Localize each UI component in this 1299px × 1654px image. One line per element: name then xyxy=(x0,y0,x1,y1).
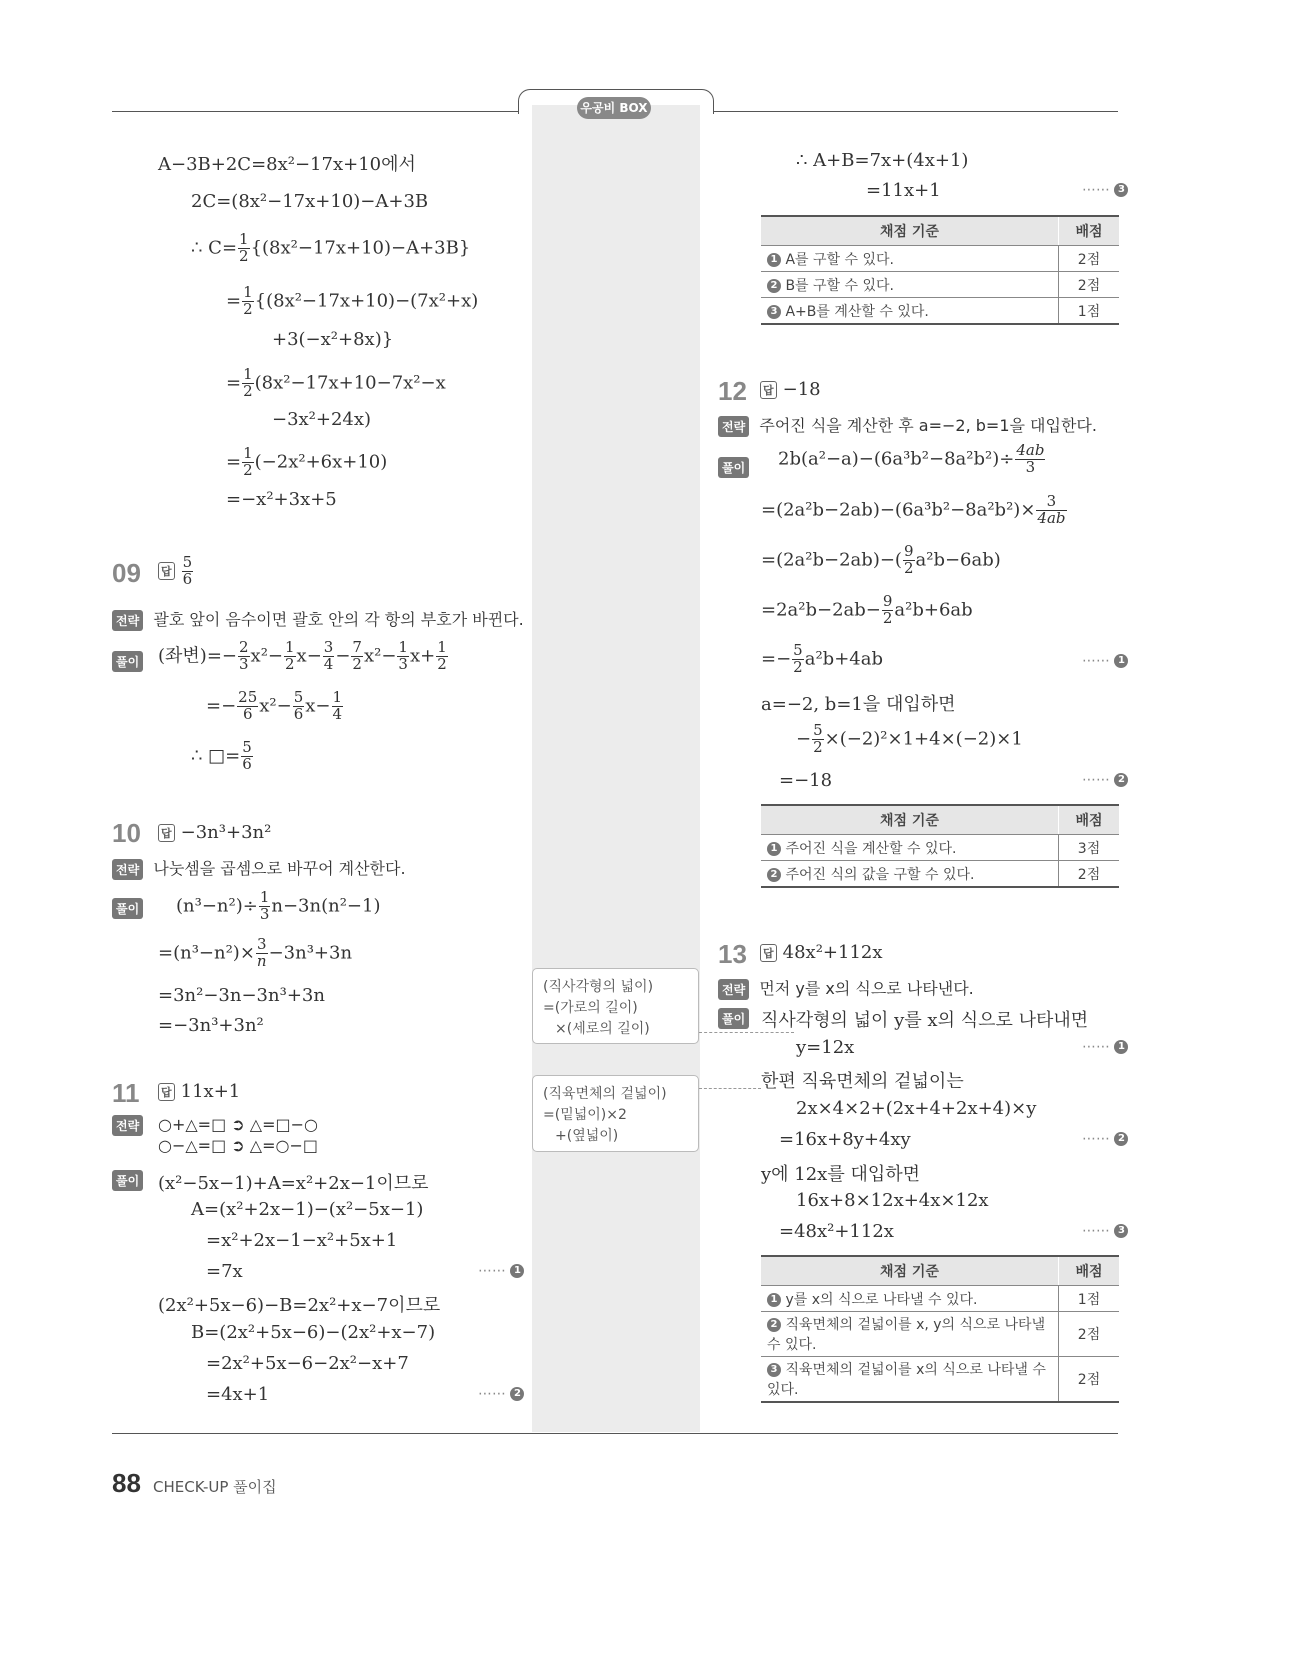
q09-answer: 답 $\frac{5}{6}$ xyxy=(158,555,194,588)
q11-right-1: ∴ A+B=7x+(4x+1) xyxy=(796,150,969,171)
q11-sol-2: A=(x²+2x−1)−(x²−5x−1) xyxy=(191,1199,424,1220)
q11-strategy-badge: 전략 xyxy=(112,1115,143,1136)
box-label: 우공비 BOX xyxy=(577,97,651,119)
q08-line-1: A−3B+2C=8x²−17x+10에서 xyxy=(158,154,416,175)
q12-sol-6: a=−2, b=1을 대입하면 xyxy=(761,694,956,715)
q09-solution-badge: 풀이 xyxy=(112,651,143,672)
fraction-half: $\frac{1}{2}$ xyxy=(243,283,253,318)
header-rule-left xyxy=(112,111,522,112)
q10-strategy: 전략 나눗셈을 곱셈으로 바꾸어 계산한다. xyxy=(112,856,406,880)
q13-solution-badge: 풀이 xyxy=(718,1008,749,1029)
step-marker-3: ⋯⋯ 3 xyxy=(1082,1223,1128,1239)
fraction-half: $\frac{1}{2}$ xyxy=(243,444,253,479)
q11-sol-5: (2x²+5x−6)−B=2x²+x−7이므로 xyxy=(158,1295,441,1316)
header-rule-right xyxy=(708,111,1118,112)
answer-mark-icon: 답 xyxy=(158,824,175,842)
q08-l3a: ∴ C= xyxy=(191,237,238,259)
q09-sol-1: (좌변)=− $\frac{2}{3}$ x²− $\frac{1}{2}$ x− $\frac{3}{4}$ − $\frac{7}{2}$ x²− $\frac{1}{3}$ x+ $\frac{1}{2}$ xyxy=(158,638,447,673)
q08-line-4: = $\frac{1}{2}$ {(8x²−17x+10)−(7x²+x) xyxy=(226,283,479,318)
step-marker-1: ⋯⋯ 1 xyxy=(1082,1039,1128,1055)
q11-solution-badge: 풀이 xyxy=(112,1170,143,1191)
q12-sol-7: − $\frac{5}{2}$ ×(−2)²×1+4×(−2)×1 xyxy=(796,721,1023,756)
q12-solution-badge: 풀이 xyxy=(718,457,749,478)
q12-answer: 답 −18 xyxy=(760,379,821,400)
step-marker-1: ⋯⋯ 1 xyxy=(478,1263,524,1279)
q12-sol-1: 2b(a²−a)−(6a³b²−8a²b²)÷ $\frac{4ab}{3}$ xyxy=(778,441,1045,476)
q10-number: 10 xyxy=(112,818,141,848)
q12-strategy: 전략 주어진 식을 계산한 후 a=−2, b=1을 대입한다. xyxy=(718,413,1097,437)
q13-sol-2: y=12x xyxy=(796,1037,855,1058)
q13-sol-6: y에 12x를 대입하면 xyxy=(761,1164,920,1185)
answer-mark-icon: 답 xyxy=(158,1083,175,1101)
q12-sol-2: =(2a²b−2ab)−(6a³b²−8a²b²)× $\frac{3}{4ab}$ xyxy=(761,492,1066,527)
q12-number: 12 xyxy=(718,376,747,406)
q13-sol-7: 16x+8×12x+4x×12x xyxy=(796,1190,989,1211)
q12-sol-8: =−18 xyxy=(779,770,833,791)
sidebox-rectangle-area: (직사각형의 넓이) =(가로의 길이) ×(세로의 길이) xyxy=(532,968,699,1044)
q10-answer: 답 −3n³+3n² xyxy=(158,822,271,843)
grading-table-q12: 채점 기준 배점 1 주어진 식을 계산할 수 있다. 3점 2 주어진 식의 값을 구할 수 있다. 2점 xyxy=(761,804,1119,888)
q09-strategy: 전략 괄호 앞이 음수이면 괄호 안의 각 항의 부호가 바뀐다. xyxy=(112,607,524,631)
sidebox-cuboid-surface: (직육면체의 겉넓이) =(밑넓이)×2 +(옆넓이) xyxy=(532,1075,699,1152)
q13-strategy: 전략 먼저 y를 x의 식으로 나타낸다. xyxy=(718,976,974,1000)
q08-line-8: = $\frac{1}{2}$ (−2x²+6x+10) xyxy=(226,444,388,479)
q09-sol-3: ∴ □= $\frac{5}{6}$ xyxy=(191,738,252,773)
q08-line-9: =−x²+3x+5 xyxy=(226,489,337,510)
q11-sol-3: =x²+2x−1−x²+5x+1 xyxy=(206,1230,398,1251)
q11-sol-4: =7x xyxy=(206,1261,243,1282)
q12-sol-5: =− $\frac{5}{2}$ a²b+4ab xyxy=(761,641,883,676)
q10-sol-2: =(n³−n²)× $\frac{3}{n}$ −3n³+3n xyxy=(158,935,353,970)
step-marker-2: ⋯⋯ 2 xyxy=(478,1386,524,1402)
footer-rule xyxy=(112,1433,1118,1434)
strategy-badge: 전략 xyxy=(718,416,749,437)
q12-sol-4: =2a²b−2ab− $\frac{9}{2}$ a²b+6ab xyxy=(761,592,973,627)
q11-sol-8: =4x+1 xyxy=(206,1384,270,1405)
q11-sol-7: =2x²+5x−6−2x²−x+7 xyxy=(206,1353,409,1374)
q11-sol-6: B=(2x²+5x−6)−(2x²+x−7) xyxy=(191,1322,436,1343)
q08-line-5: +3(−x²+8x)} xyxy=(272,329,394,350)
page-number: 88 xyxy=(112,1468,141,1498)
strategy-badge: 전략 xyxy=(112,859,143,880)
q08-l3b: {(8x²−17x+10)−A+3B} xyxy=(250,237,471,259)
strategy-badge: 전략 xyxy=(718,979,749,1000)
q11-number: 11 xyxy=(112,1078,140,1108)
q10-solution-badge: 풀이 xyxy=(112,898,143,919)
q13-sol-4: 2x×4×2+(2x+4+2x+4)×y xyxy=(796,1098,1037,1119)
q11-right-2: =11x+1 xyxy=(866,180,941,201)
q09-number: 09 xyxy=(112,558,141,588)
q13-number: 13 xyxy=(718,939,747,969)
q08-line-7: −3x²+24x) xyxy=(272,409,372,430)
grading-table-q13: 채점 기준 배점 1 y를 x의 식으로 나타낼 수 있다. 1점 2 직육면체의 겉넓이를 x, y의 식으로 나타낼 수 있다. 2점 3 직육면체의 겉넓이를 x의 식으로 나타낼 수 있다. 2점 xyxy=(761,1255,1119,1403)
fraction-half: $\frac{1}{2}$ xyxy=(243,365,253,400)
step-marker-1: ⋯⋯ 1 xyxy=(1082,653,1128,669)
q13-sol-8: =48x²+112x xyxy=(779,1221,894,1242)
q11-strategy-2: ○−△=□ ➲ △=○−□ xyxy=(158,1136,318,1155)
q08-line-2: 2C=(8x²−17x+10)−A+3B xyxy=(191,191,429,212)
q11-strategy-1: ○+△=□ ➲ △=□−○ xyxy=(158,1115,318,1134)
dashed-connector-1 xyxy=(699,1032,794,1033)
fraction-half: $\frac{1}{2}$ xyxy=(239,230,249,265)
q12-sol-3: =(2a²b−2ab)−( $\frac{9}{2}$ a²b−6ab) xyxy=(761,542,1001,577)
q08-line-3 xyxy=(191,232,470,265)
step-marker-3: ⋯⋯ 3 xyxy=(1082,182,1128,198)
answer-mark-icon: 답 xyxy=(760,944,777,962)
q11-sol-1: (x²−5x−1)+A=x²+2x−1이므로 xyxy=(158,1173,429,1194)
q13-sol-1: 직사각형의 넓이 y를 x의 식으로 나타내면 xyxy=(761,1010,1089,1031)
grading-table-q11: 채점 기준 배점 1 A를 구할 수 있다. 2점 2 B를 구할 수 있다. 2점 3 A+B를 계산할 수 있다. 1점 xyxy=(761,215,1119,325)
q13-answer: 답 48x²+112x xyxy=(760,942,883,963)
q09-sol-2: =− $\frac{25}{6}$ x²− $\frac{5}{6}$ x− $\frac{1}{4}$ xyxy=(206,688,343,723)
side-column xyxy=(532,105,700,1432)
step-marker-2: ⋯⋯ 2 xyxy=(1082,772,1128,788)
q10-sol-3: =3n²−3n−3n³+3n xyxy=(158,985,325,1006)
answer-mark-icon: 답 xyxy=(158,562,175,580)
q13-sol-5: =16x+8y+4xy xyxy=(779,1129,911,1150)
q10-sol-1: (n³−n²)÷ $\frac{1}{3}$ n−3n(n²−1) xyxy=(176,888,381,923)
dashed-connector-2 xyxy=(699,1088,761,1089)
q08-line-6: = $\frac{1}{2}$ (8x²−17x+10−7x²−x xyxy=(226,365,446,400)
book-title: CHECK-UP 풀이집 xyxy=(153,1478,277,1496)
q13-sol-3: 한편 직육면체의 겉넓이는 xyxy=(761,1071,964,1092)
answer-mark-icon: 답 xyxy=(760,381,777,399)
strategy-badge: 전략 xyxy=(112,610,143,631)
q10-sol-4: =−3n³+3n² xyxy=(158,1015,264,1036)
q11-answer: 답 11x+1 xyxy=(158,1081,240,1102)
step-marker-2: ⋯⋯ 2 xyxy=(1082,1131,1128,1147)
